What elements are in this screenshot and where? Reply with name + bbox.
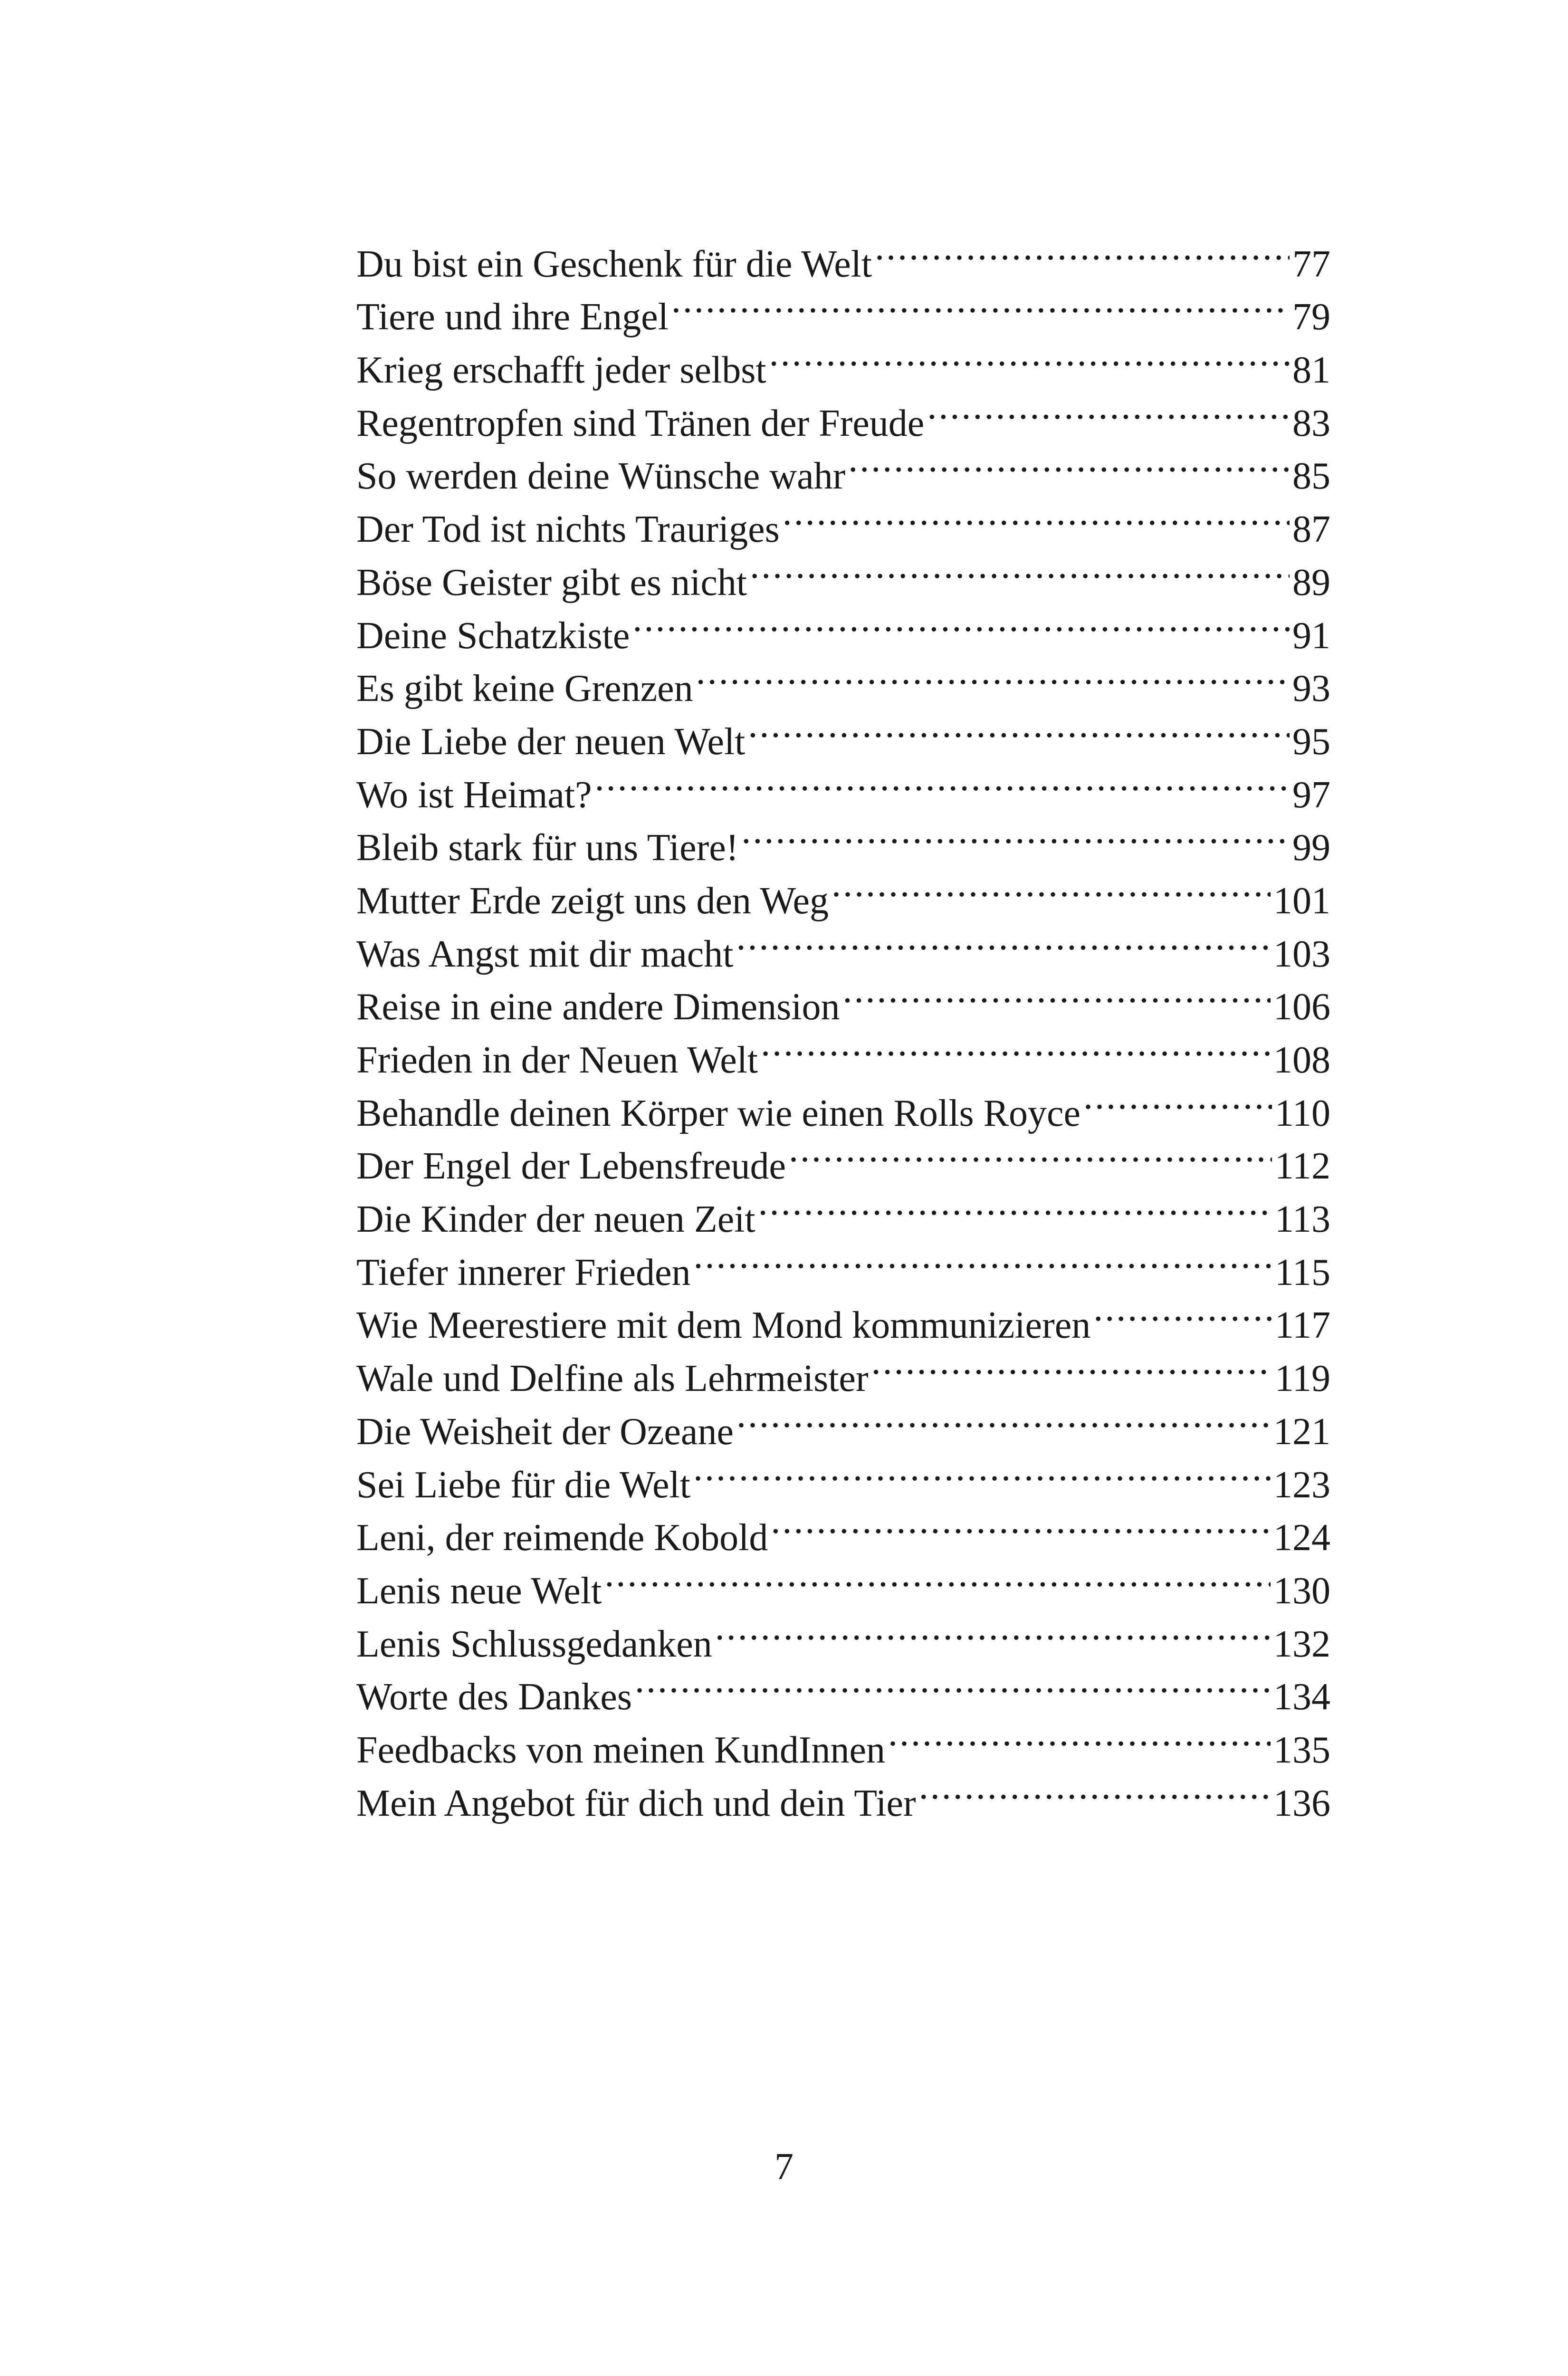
toc-entry-title: Lenis Schlussgedanken bbox=[356, 1623, 712, 1665]
toc-entry-title: Tiefer innerer Frieden bbox=[356, 1251, 691, 1293]
toc-entry-page: 79 bbox=[1292, 296, 1330, 338]
toc-entry-page: 87 bbox=[1292, 508, 1330, 551]
toc-dot-leader bbox=[769, 329, 1290, 383]
toc-entry-title: Die Kinder der neuen Zeit bbox=[356, 1198, 755, 1241]
toc-entry-title: Behandle deinen Körper wie einen Rolls Royce bbox=[356, 1092, 1080, 1134]
toc-entry-title: Frieden in der Neuen Welt bbox=[356, 1039, 758, 1081]
toc-entry-page: 135 bbox=[1273, 1729, 1330, 1771]
toc-entry-page: 119 bbox=[1274, 1358, 1330, 1400]
toc-entry-page: 132 bbox=[1273, 1623, 1330, 1665]
toc-entry-title: Was Angst mit dir macht bbox=[356, 933, 734, 975]
toc-dot-leader bbox=[771, 1497, 1271, 1551]
toc-dot-leader bbox=[736, 913, 1271, 967]
toc-entry-page: 121 bbox=[1273, 1410, 1330, 1453]
toc-dot-leader bbox=[848, 436, 1290, 489]
toc-entry-title: Krieg erschafft jeder selbst bbox=[356, 349, 766, 392]
toc-entry-page: 136 bbox=[1273, 1782, 1330, 1824]
toc-entry-page: 77 bbox=[1292, 243, 1330, 285]
toc-dot-leader bbox=[741, 807, 1290, 861]
toc-entry-title: Die Weisheit der Ozeane bbox=[356, 1410, 734, 1453]
toc-entry-page: 83 bbox=[1292, 402, 1330, 444]
toc-dot-leader bbox=[888, 1709, 1271, 1763]
toc-dot-leader bbox=[919, 1763, 1271, 1816]
toc-entry-title: Worte des Dankes bbox=[356, 1676, 632, 1718]
toc-entry-page: 85 bbox=[1292, 455, 1330, 498]
toc-entry-page: 110 bbox=[1274, 1092, 1330, 1134]
toc-entry-page: 99 bbox=[1292, 827, 1330, 869]
toc-entry-title: Wale und Delfine als Lehrmeister bbox=[356, 1358, 869, 1400]
toc-entry bbox=[356, 223, 1330, 285]
toc-entry-title: Feedbacks von meinen KundInnen bbox=[356, 1729, 886, 1771]
toc-entry-page: 97 bbox=[1292, 774, 1330, 816]
toc-entry-title: Deine Schatzkiste bbox=[356, 614, 630, 657]
toc-entry-page: 112 bbox=[1274, 1145, 1330, 1188]
toc-entry-page: 108 bbox=[1273, 1039, 1330, 1081]
toc-dot-leader bbox=[715, 1603, 1271, 1657]
toc-dot-leader bbox=[871, 1338, 1272, 1391]
toc-dot-leader bbox=[1083, 1073, 1272, 1126]
toc-entry-title: Wo ist Heimat? bbox=[356, 774, 592, 816]
toc-entry-page: 103 bbox=[1273, 933, 1330, 975]
toc-entry-page: 123 bbox=[1273, 1464, 1330, 1506]
toc-entry-title: Böse Geister gibt es nicht bbox=[356, 561, 747, 604]
toc-entry-title: Wie Meerestiere mit dem Mond kommunizieren bbox=[356, 1304, 1091, 1347]
toc-entry-page: 95 bbox=[1292, 720, 1330, 763]
toc-entry-title: Mutter Erde zeigt uns den Weg bbox=[356, 880, 829, 922]
toc-entry-page: 117 bbox=[1274, 1304, 1330, 1347]
toc-entry-page: 113 bbox=[1274, 1198, 1330, 1241]
toc-entry-page: 101 bbox=[1273, 880, 1330, 922]
toc-entry-title: Mein Angebot für dich und dein Tier bbox=[356, 1782, 916, 1824]
toc-dot-leader bbox=[875, 223, 1290, 277]
toc-dot-leader bbox=[761, 1019, 1271, 1073]
toc-entry-page: 124 bbox=[1273, 1517, 1330, 1559]
toc-dot-leader bbox=[696, 648, 1290, 701]
toc-dot-leader bbox=[635, 1657, 1271, 1710]
toc-entry-page: 81 bbox=[1292, 349, 1330, 392]
toc-dot-leader bbox=[1093, 1285, 1272, 1338]
table-of-contents bbox=[356, 223, 1330, 1824]
toc-dot-leader bbox=[595, 754, 1290, 807]
toc-entry-title: Es gibt keine Grenzen bbox=[356, 668, 693, 710]
toc-entry-title: Regentropfen sind Tränen der Freude bbox=[356, 402, 925, 444]
toc-entry-page: 115 bbox=[1274, 1251, 1330, 1293]
toc-entry-title: Reise in eine andere Dimension bbox=[356, 986, 840, 1028]
toc-entry-title: So werden deine Wünsche wahr bbox=[356, 455, 846, 498]
toc-entry-page: 106 bbox=[1273, 986, 1330, 1028]
toc-dot-leader bbox=[736, 1391, 1271, 1444]
toc-entry-title: Tiere und ihre Engel bbox=[356, 296, 669, 338]
toc-dot-leader bbox=[604, 1550, 1271, 1603]
toc-entry-page: 89 bbox=[1292, 561, 1330, 604]
toc-entry-title: Lenis neue Welt bbox=[356, 1570, 602, 1612]
toc-dot-leader bbox=[783, 489, 1290, 542]
toc-dot-leader bbox=[671, 277, 1290, 330]
toc-dot-leader bbox=[842, 967, 1271, 1020]
toc-dot-leader bbox=[693, 1232, 1272, 1285]
toc-entry-title: Du bist ein Geschenk für die Welt bbox=[356, 243, 872, 285]
toc-dot-leader bbox=[748, 701, 1290, 754]
toc-entry-title: Sei Liebe für die Welt bbox=[356, 1464, 690, 1506]
toc-entry-page: 91 bbox=[1292, 614, 1330, 657]
toc-entry-title: Bleib stark für uns Tiere! bbox=[356, 827, 739, 869]
toc-dot-leader bbox=[758, 1178, 1272, 1232]
toc-dot-leader bbox=[632, 595, 1290, 648]
toc-entry-title: Leni, der reimende Kobold bbox=[356, 1517, 768, 1559]
toc-entry-page: 130 bbox=[1273, 1570, 1330, 1612]
toc-dot-leader bbox=[750, 542, 1290, 595]
toc-entry-title: Die Liebe der neuen Welt bbox=[356, 720, 746, 763]
toc-dot-leader bbox=[789, 1126, 1272, 1179]
toc-entry-title: Der Engel der Lebensfreude bbox=[356, 1145, 786, 1188]
toc-dot-leader bbox=[927, 383, 1290, 436]
toc-dot-leader bbox=[693, 1444, 1271, 1497]
toc-entry-page: 134 bbox=[1273, 1676, 1330, 1718]
page-number: 7 bbox=[774, 2146, 794, 2188]
toc-dot-leader bbox=[832, 860, 1271, 913]
toc-entry-title: Der Tod ist nichts Trauriges bbox=[356, 508, 780, 551]
toc-entry-page: 93 bbox=[1292, 668, 1330, 710]
